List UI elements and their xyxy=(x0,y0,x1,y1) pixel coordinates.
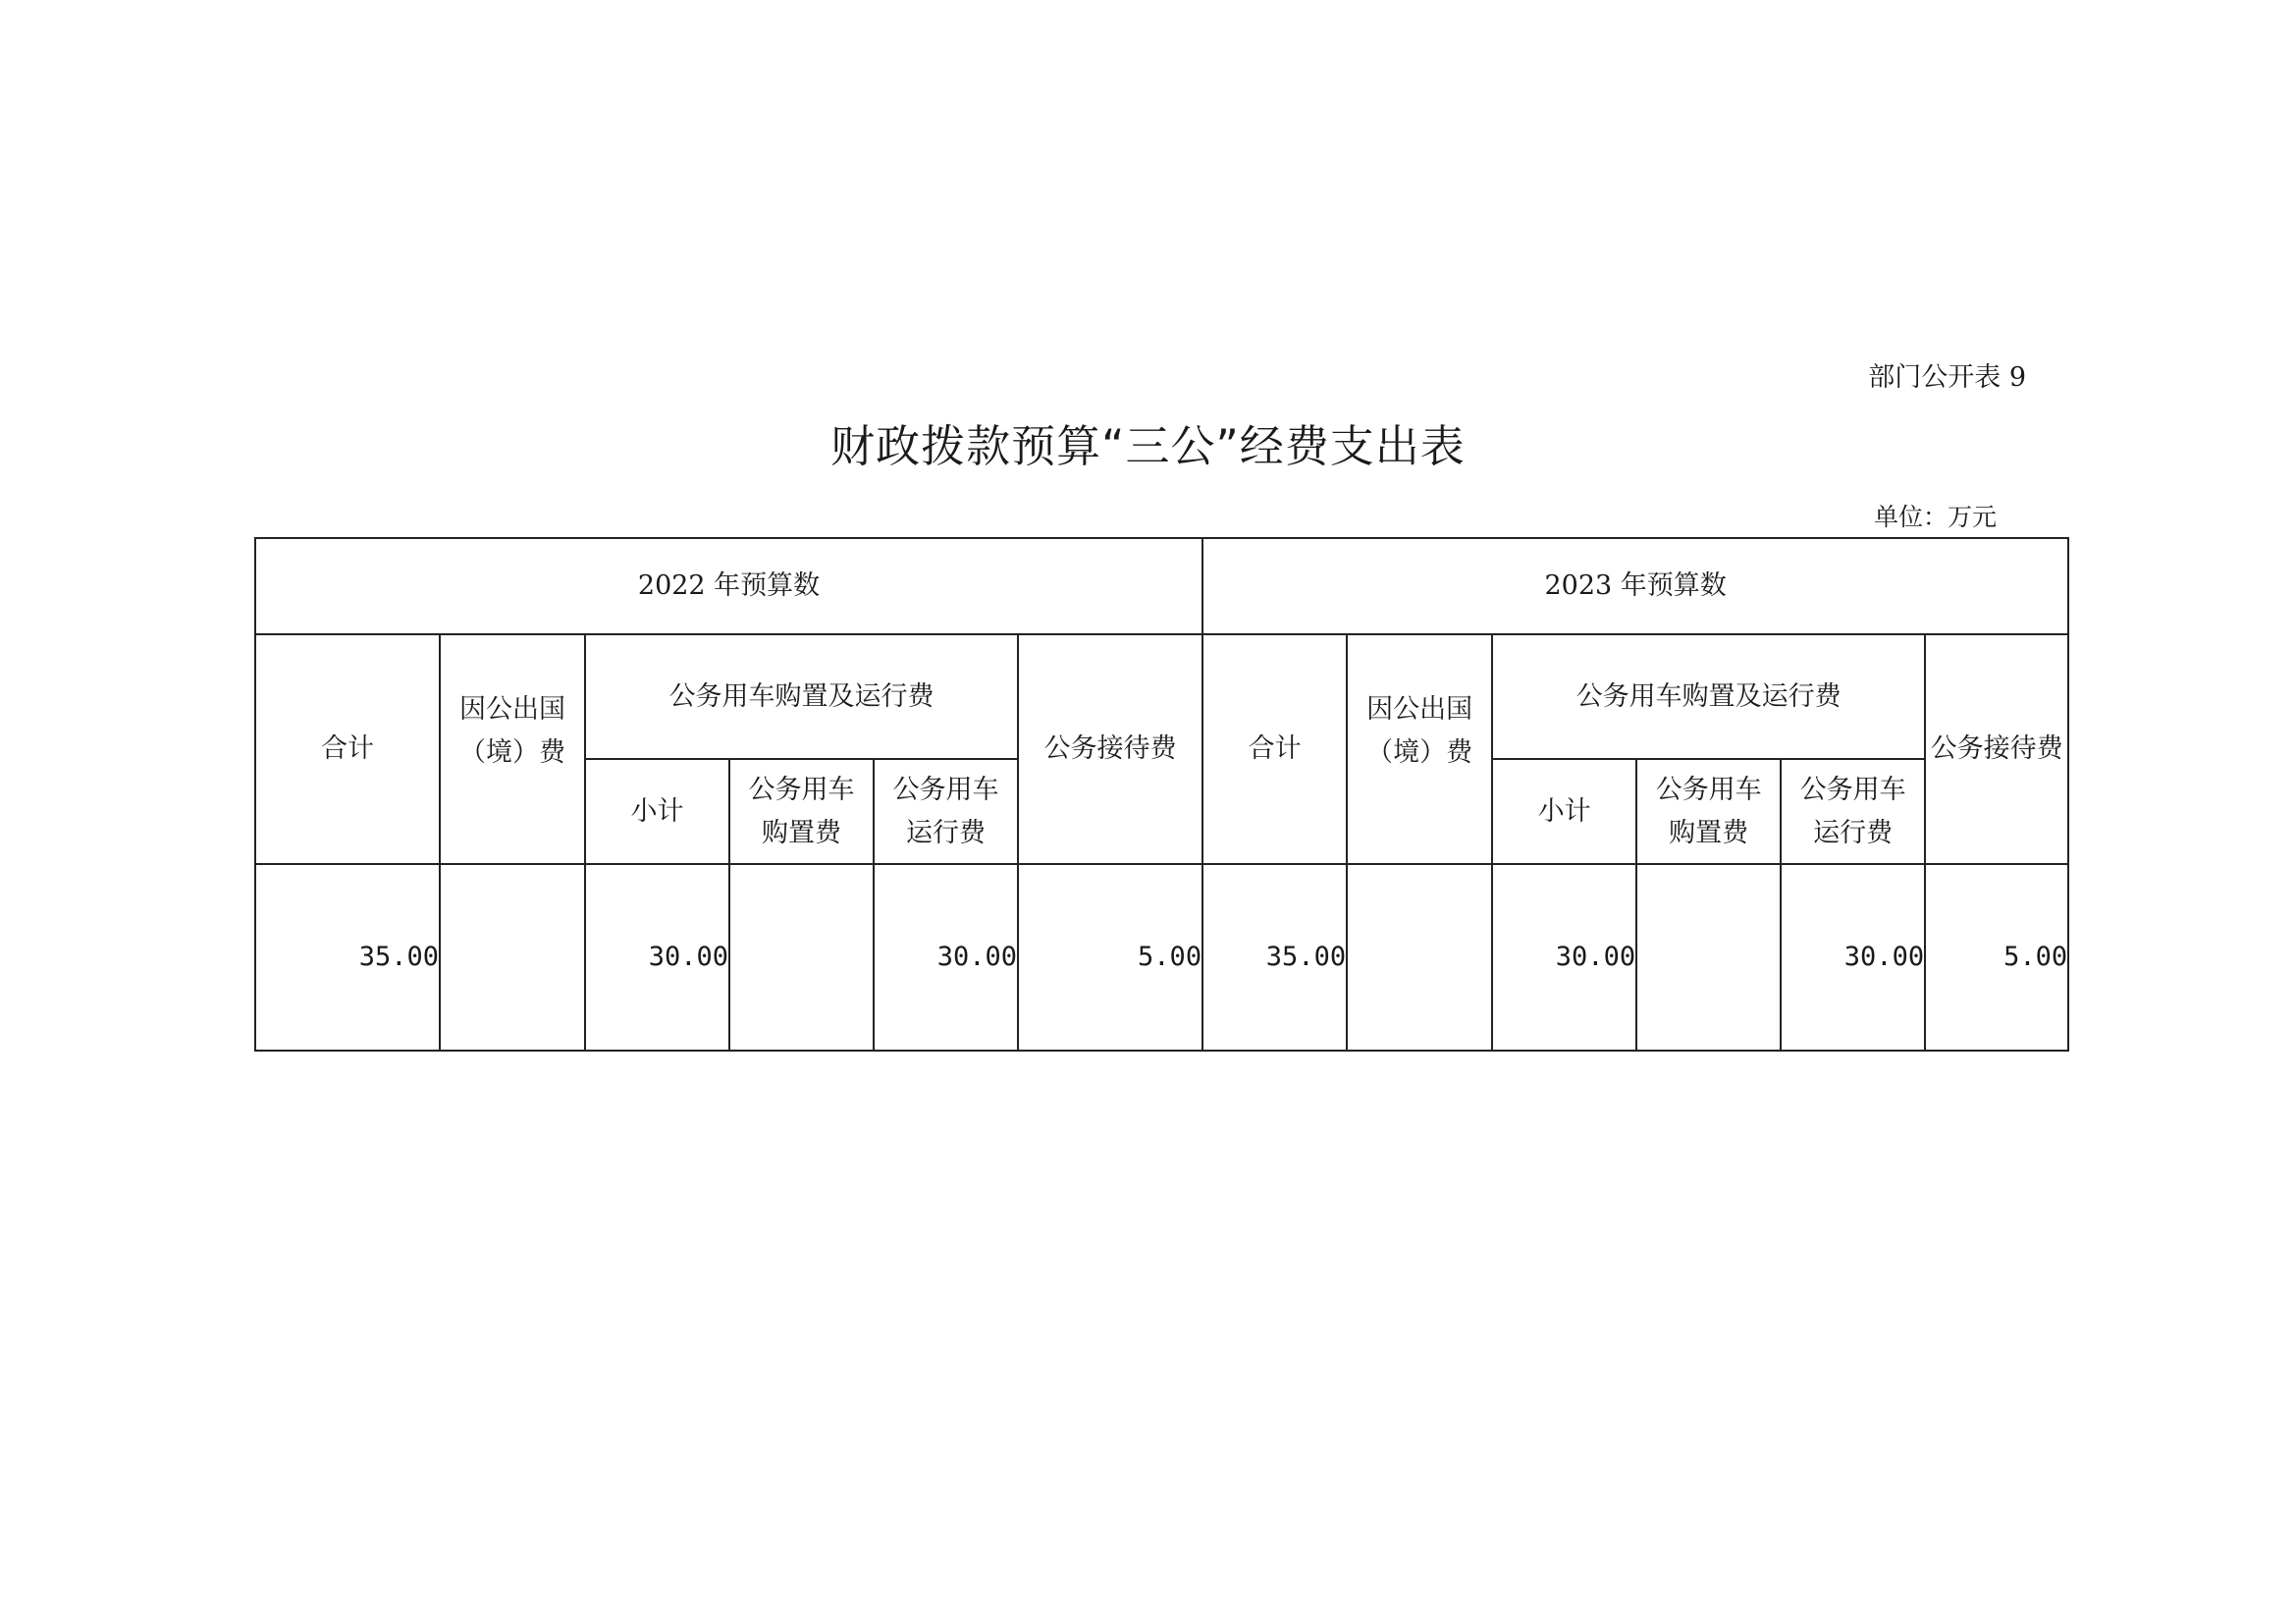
header-subtotal-2022: 小计 xyxy=(585,759,729,864)
table-code-label: 部门公开表 9 xyxy=(1868,362,2026,393)
header-operation-line1: 公务用车 xyxy=(1799,774,1906,805)
cell-operation-2022: 30.00 xyxy=(874,864,1018,1051)
header-total-label: 合计 xyxy=(321,733,374,764)
header-purchase-2022 xyxy=(729,759,874,864)
header-abroad-line2: （境）费 xyxy=(1366,737,1473,768)
header-operation-line2: 运行费 xyxy=(1813,817,1894,848)
header-abroad-line1: 因公出国 xyxy=(1366,694,1473,725)
header-purchase-line2: 购置费 xyxy=(762,817,841,848)
column-header-row xyxy=(255,634,2068,759)
header-operation-2023 xyxy=(1781,759,1925,864)
unit-label: 单位：万元 xyxy=(1873,503,1997,531)
header-total-label: 合计 xyxy=(1248,733,1302,764)
cell-reception-2023: 5.00 xyxy=(1925,864,2068,1051)
header-vehicle-group-2022: 公务用车购置及运行费 xyxy=(585,634,1018,759)
cell-abroad-2023 xyxy=(1347,864,1492,1051)
header-vehicle-group-2023: 公务用车购置及运行费 xyxy=(1492,634,1925,759)
cell-abroad-2022 xyxy=(440,864,585,1051)
cell-subtotal-2022: 30.00 xyxy=(585,864,729,1051)
header-total-2022 xyxy=(255,634,440,864)
budget-table xyxy=(254,537,2069,1052)
cell-total-2022: 35.00 xyxy=(255,864,440,1051)
header-abroad-2023 xyxy=(1347,634,1492,864)
year-header-2023: 2023 年预算数 xyxy=(1202,538,2068,634)
header-purchase-line2: 购置费 xyxy=(1669,817,1749,848)
header-operation-line1: 公务用车 xyxy=(892,774,999,805)
header-abroad-line1: 因公出国 xyxy=(459,694,565,725)
cell-reception-2022: 5.00 xyxy=(1018,864,1202,1051)
header-subtotal-2023: 小计 xyxy=(1492,759,1636,864)
header-purchase-line1: 公务用车 xyxy=(1655,774,1762,805)
header-reception-2023: 公务接待费 xyxy=(1925,634,2068,864)
header-operation-2022 xyxy=(874,759,1018,864)
cell-subtotal-2023: 30.00 xyxy=(1492,864,1636,1051)
header-total-2023 xyxy=(1202,634,1347,864)
year-header-row xyxy=(255,538,2068,634)
header-abroad-2022 xyxy=(440,634,585,864)
cell-purchase-2022 xyxy=(729,864,874,1051)
table-row xyxy=(255,864,2068,1051)
header-reception-2022: 公务接待费 xyxy=(1018,634,1202,864)
header-abroad-line2: （境）费 xyxy=(459,737,565,768)
header-operation-line2: 运行费 xyxy=(906,817,986,848)
page-title: 财政拨款预算“三公”经费支出表 xyxy=(830,420,1466,472)
cell-operation-2023: 30.00 xyxy=(1781,864,1925,1051)
header-purchase-2023 xyxy=(1636,759,1781,864)
cell-total-2023: 35.00 xyxy=(1202,864,1347,1051)
header-purchase-line1: 公务用车 xyxy=(748,774,855,805)
cell-purchase-2023 xyxy=(1636,864,1781,1051)
year-header-2022: 2022 年预算数 xyxy=(255,538,1202,634)
